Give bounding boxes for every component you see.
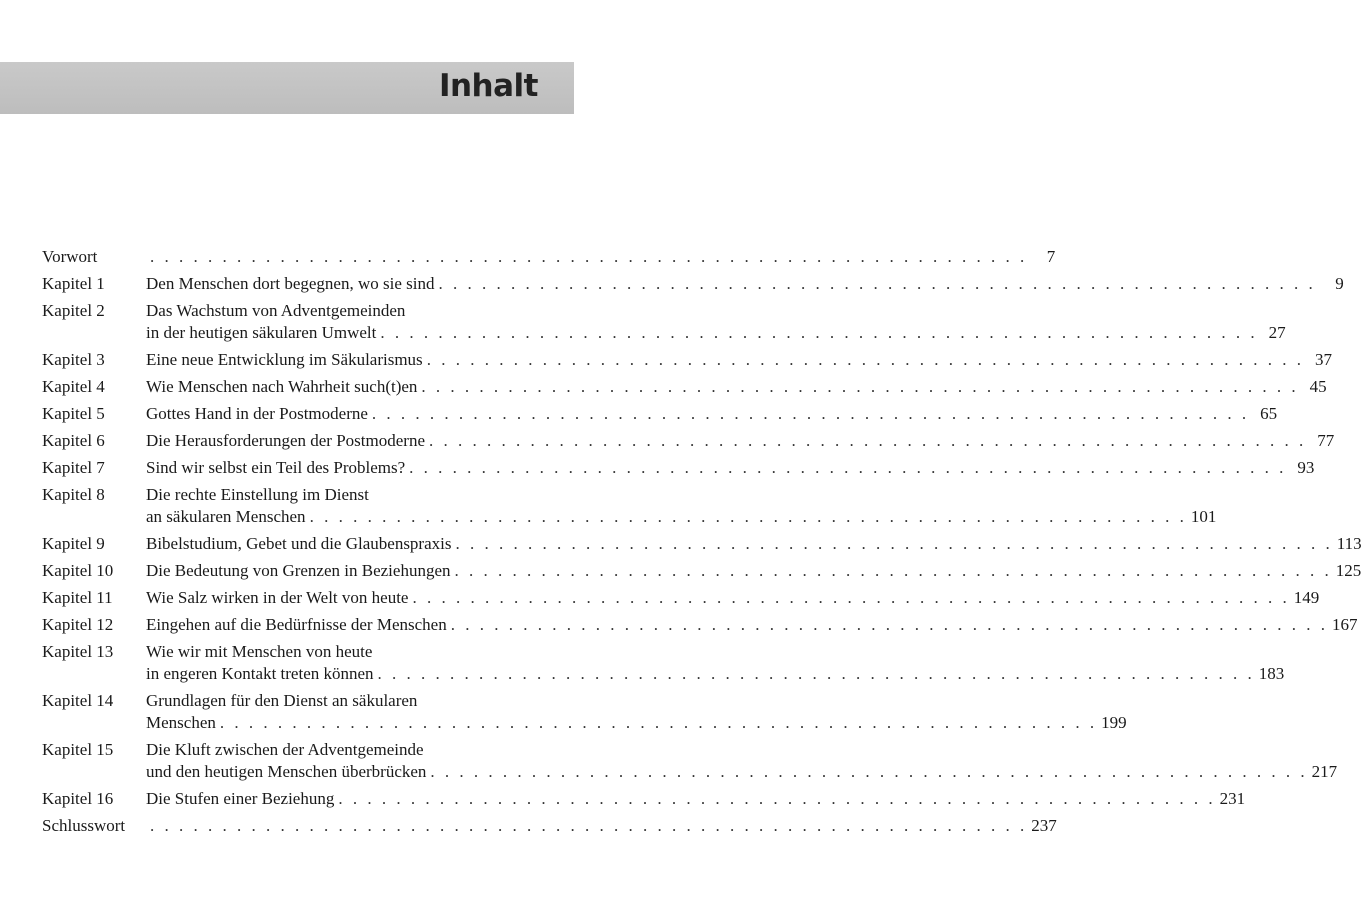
toc-entry-title: Bibelstudium, Gebet und die Glaubenspraxis <box>146 534 452 553</box>
toc-entry-title: Gottes Hand in der Postmoderne <box>146 404 368 423</box>
toc-entry-label: Kapitel 7 <box>42 458 105 477</box>
toc-entry-body <box>146 457 1315 479</box>
toc-entry-label: Kapitel 8 <box>42 485 105 504</box>
toc-leader-dots: . . . . . . . . . . . . . . . . . . . . . . . . . . . . . . . . . . . . . . . . . . . . . . . . . . . . . . . . . . . . . <box>371 404 1250 423</box>
toc-entry-line <box>146 376 1327 398</box>
toc-entry <box>42 484 1217 528</box>
toc-leader-dots: . . . . . . . . . . . . . . . . . . . . . . . . . . . . . . . . . . . . . . . . . . . . . . . . . . . . . . . . . . . . . <box>380 323 1258 342</box>
toc-entry-title: in engeren Kontakt treten können <box>146 664 374 683</box>
toc-leader-dots: . . . . . . . . . . . . . . . . . . . . . . . . . . . . . . . . . . . . . . . . . . . . . . . . . . . . . . . . . . . . . <box>426 350 1304 369</box>
page-title: Inhalt <box>438 68 538 104</box>
toc-entry-label: Kapitel 15 <box>42 740 114 759</box>
toc-entry-body <box>146 614 1358 636</box>
toc-entry-title: Eine neue Entwicklung im Säkularismus <box>146 350 423 369</box>
toc-entry-body <box>146 246 1056 268</box>
toc-entry-line <box>146 761 1338 783</box>
toc-entry-title: und den heutigen Menschen überbrücken <box>146 762 427 781</box>
toc-entry-line <box>146 506 1217 528</box>
toc-entry-body <box>146 560 1362 582</box>
toc-entry-label: Kapitel 1 <box>42 274 105 293</box>
toc-page-number: 217 <box>1311 762 1338 781</box>
toc-entry-body <box>146 376 1327 398</box>
toc-entry-label: Kapitel 14 <box>42 691 114 710</box>
toc-leader-dots: . . . . . . . . . . . . . . . . . . . . . . . . . . . . . . . . . . . . . . . . . . . . . . . . . . . . . . . . . . . . . <box>455 534 1333 553</box>
toc-entry-line <box>146 614 1358 636</box>
toc-entry-line <box>146 457 1315 479</box>
toc-leader-dots: . . . . . . . . . . . . . . . . . . . . . . . . . . . . . . . . . . . . . . . . . . . . . . . . . . . . . . . . . . . . . <box>219 713 1098 732</box>
toc-entry <box>42 349 1332 371</box>
toc-entry <box>42 641 1285 685</box>
toc-entry-body <box>146 788 1246 810</box>
toc-page-number: 101 <box>1190 507 1217 526</box>
toc-entry-title: Die Herausforderungen der Postmoderne <box>146 431 425 450</box>
toc-page-number: 45 <box>1309 377 1327 396</box>
toc-page-number: 27 <box>1268 323 1286 342</box>
toc-entry-title: Grundlagen für den Dienst an säkularen <box>146 691 418 710</box>
toc-entry-line <box>146 403 1278 425</box>
toc-entry <box>42 560 1362 582</box>
toc-entry-body <box>146 641 1285 685</box>
toc-entry-label: Vorwort <box>42 247 98 266</box>
toc-entry <box>42 788 1246 810</box>
toc-page-number: 231 <box>1219 789 1246 808</box>
toc-page-number: 77 <box>1317 431 1335 450</box>
toc-entry-line <box>146 322 1286 344</box>
toc-entry-label: Kapitel 6 <box>42 431 105 450</box>
toc-entry-title: in der heutigen säkularen Umwelt <box>146 323 377 342</box>
toc-entry-title: Sind wir selbst ein Teil des Problems? <box>146 458 406 477</box>
toc-leader-dots: . . . . . . . . . . . . . . . . . . . . . . . . . . . . . . . . . . . . . . . . . . . . . . . . . . . . . . . . . . . . . <box>421 377 1299 396</box>
toc-entry-line <box>146 484 542 506</box>
toc-entry-body <box>146 739 1338 783</box>
toc-entry-body <box>146 484 1217 528</box>
toc-entry-line <box>146 273 1344 295</box>
header-band <box>0 62 574 114</box>
toc-entry-line <box>146 641 542 663</box>
toc-entry-label: Kapitel 10 <box>42 561 114 580</box>
toc-entry-body <box>146 690 1127 734</box>
toc-leader-dots: . . . . . . . . . . . . . . . . . . . . . . . . . . . . . . . . . . . . . . . . . . . . . . . . . . . . . . . . . . . . . <box>430 762 1308 781</box>
toc-page-number: 237 <box>1031 816 1057 835</box>
toc-entry-line <box>146 788 1246 810</box>
toc-entry-line <box>146 349 1332 371</box>
toc-entry <box>42 430 1335 452</box>
toc-leader-dots: . . . . . . . . . . . . . . . . . . . . . . . . . . . . . . . . . . . . . . . . . . . . . . . . . . . . . . . . . . . . . <box>150 816 1028 835</box>
toc-entry-title: Eingehen auf die Bedürfnisse der Menschen <box>146 615 447 634</box>
toc-entry-line <box>146 712 1127 734</box>
toc-entry-title: Die Stufen einer Beziehung <box>146 789 335 808</box>
toc-entry-label: Kapitel 2 <box>42 301 105 320</box>
toc-entry-body <box>146 273 1344 295</box>
toc-page-number: 199 <box>1101 713 1127 732</box>
toc-entry-title: an säkularen Menschen <box>146 507 306 526</box>
toc-page-number: 125 <box>1335 561 1362 580</box>
toc-entry-line <box>146 533 1362 555</box>
toc-leader-dots: . . . . . . . . . . . . . . . . . . . . . . . . . . . . . . . . . . . . . . . . . . . . . . . . . . . . . . . . . . . . . <box>450 615 1328 634</box>
toc-entry-body <box>146 587 1320 609</box>
toc-entry <box>42 300 1286 344</box>
toc-entry-body <box>146 300 1286 344</box>
toc-page-number: 149 <box>1293 588 1320 607</box>
toc-entry-title: Die Kluft zwischen der Adventgemeinde <box>146 740 424 759</box>
toc-entry-label: Schlusswort <box>42 816 126 835</box>
toc-entry <box>42 739 1338 783</box>
toc-entry-title: Wie Salz wirken in der Welt von heute <box>146 588 409 607</box>
toc-entry-label: Kapitel 4 <box>42 377 105 396</box>
toc-entry-label: Kapitel 12 <box>42 615 114 634</box>
toc-leader-dots: . . . . . . . . . . . . . . . . . . . . . . . . . . . . . . . . . . . . . . . . . . . . . . . . . . . . . . . . . . . . . <box>309 507 1187 526</box>
toc-leader-dots: . . . . . . . . . . . . . . . . . . . . . . . . . . . . . . . . . . . . . . . . . . . . . . . . . . . . . . . . . . . . . <box>377 664 1255 683</box>
toc-entry <box>42 246 1056 268</box>
toc-page-number: 113 <box>1336 534 1362 553</box>
toc-entry-title: Wie Menschen nach Wahrheit such(t)en <box>146 377 418 396</box>
toc-leader-dots: . . . . . . . . . . . . . . . . . . . . . . . . . . . . . . . . . . . . . . . . . . . . . . . . . . . . . . . . . . . . . <box>429 431 1307 450</box>
toc-entry-label: Kapitel 16 <box>42 789 114 808</box>
toc-leader-dots: . . . . . . . . . . . . . . . . . . . . . . . . . . . . . . . . . . . . . . . . . . . . . . . . . . . . . . . . . . . . . <box>412 588 1290 607</box>
toc-entry <box>42 403 1278 425</box>
toc-leader-dots: . . . . . . . . . . . . . . . . . . . . . . . . . . . . . . . . . . . . . . . . . . . . . . . . . . . . . . . . . . . . . <box>338 789 1216 808</box>
toc-entry-label: Kapitel 3 <box>42 350 105 369</box>
toc-entry <box>42 376 1327 398</box>
toc-entry-line <box>146 560 1362 582</box>
table-of-contents <box>42 246 1362 837</box>
toc-leader-dots: . . . . . . . . . . . . . . . . . . . . . . . . . . . . . . . . . . . . . . . . . . . . . . . . . . . . . . . . . . . . . <box>409 458 1287 477</box>
toc-entry <box>42 273 1344 295</box>
toc-entry-line <box>146 690 542 712</box>
toc-page-number: 7 <box>1046 247 1056 266</box>
toc-entry-line <box>146 739 542 761</box>
toc-leader-dots: . . . . . . . . . . . . . . . . . . . . . . . . . . . . . . . . . . . . . . . . . . . . . . . . . . . . . . . . . . . . . <box>150 247 1028 266</box>
toc-entry <box>42 457 1315 479</box>
toc-entry-body <box>146 349 1332 371</box>
toc-entry-line <box>146 815 1057 837</box>
toc-entry-body <box>146 430 1335 452</box>
toc-entry-label: Kapitel 9 <box>42 534 105 553</box>
toc-entry-title: Den Menschen dort begegnen, wo sie sind <box>146 274 435 293</box>
toc-entry-label: Kapitel 11 <box>42 588 113 607</box>
toc-entry-line <box>146 663 1285 685</box>
toc-page-number: 37 <box>1314 350 1332 369</box>
toc-leader-dots: . . . . . . . . . . . . . . . . . . . . . . . . . . . . . . . . . . . . . . . . . . . . . . . . . . . . . . . . . . . . . <box>454 561 1332 580</box>
toc-entry-title: Menschen <box>146 713 216 732</box>
toc-entry <box>42 815 1057 837</box>
toc-entry-line <box>146 300 542 322</box>
toc-page-number: 65 <box>1260 404 1278 423</box>
toc-entry <box>42 533 1362 555</box>
toc-entry-title: Das Wachstum von Adventgemeinden <box>146 301 406 320</box>
toc-page-number: 183 <box>1258 664 1285 683</box>
toc-entry-body <box>146 403 1278 425</box>
toc-entry-body <box>146 815 1057 837</box>
toc-entry-line <box>146 587 1320 609</box>
toc-entry <box>42 690 1127 734</box>
toc-entry-line <box>146 430 1335 452</box>
toc-entry-line <box>146 246 1056 268</box>
toc-entry <box>42 614 1358 636</box>
toc-page-number: 167 <box>1331 615 1358 634</box>
toc-entry-body <box>146 533 1362 555</box>
toc-page-number: 9 <box>1335 274 1344 293</box>
toc-page-number: 93 <box>1297 458 1315 477</box>
toc-entry-title: Die rechte Einstellung im Dienst <box>146 485 369 504</box>
toc-entry-title: Wie wir mit Menschen von heute <box>146 642 373 661</box>
toc-entry-title: Die Bedeutung von Grenzen in Beziehungen <box>146 561 451 580</box>
toc-entry-label: Kapitel 13 <box>42 642 114 661</box>
toc-entry-label: Kapitel 5 <box>42 404 105 423</box>
toc-leader-dots: . . . . . . . . . . . . . . . . . . . . . . . . . . . . . . . . . . . . . . . . . . . . . . . . . . . . . . . . . . . . . <box>438 274 1316 293</box>
toc-entry <box>42 587 1320 609</box>
